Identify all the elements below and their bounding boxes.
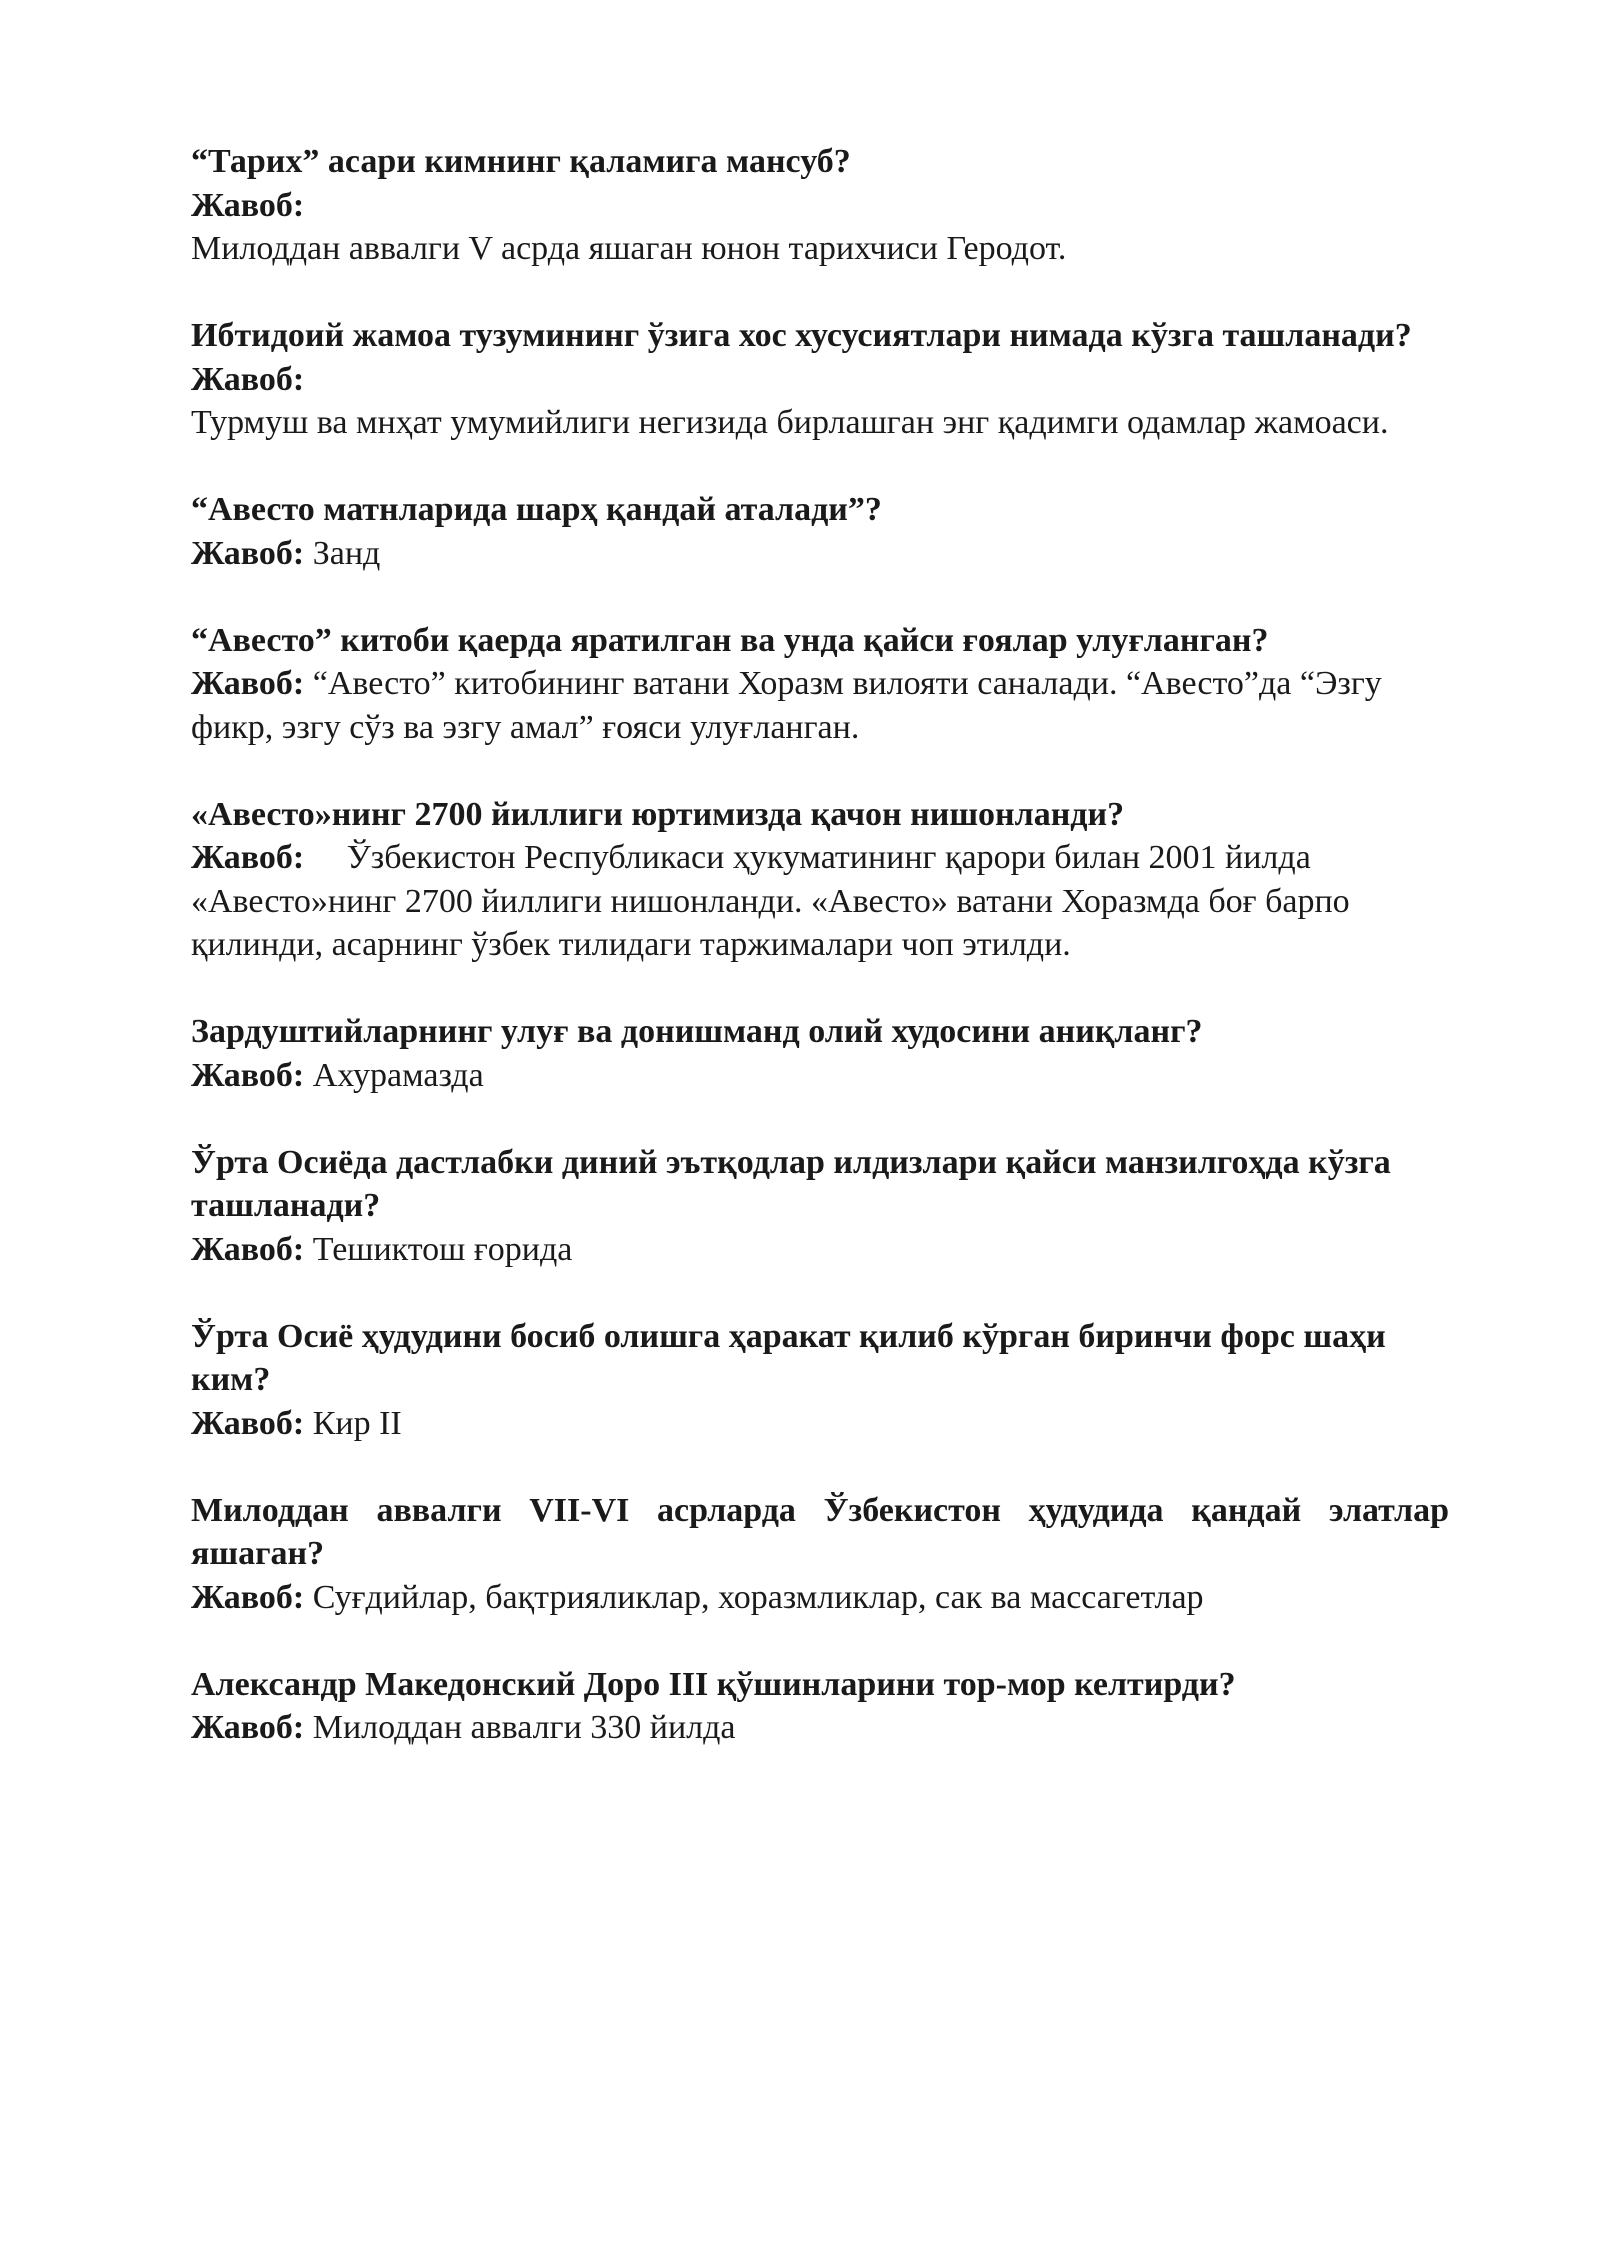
answer-label: Жавоб:	[191, 665, 305, 702]
qa-block	[191, 1141, 1449, 1272]
answer-line	[191, 836, 1449, 967]
answer-text: Милоддан аввалги V асрда яшаган юнон тарихчиси Геродот.	[191, 230, 1067, 267]
answer-label: Жавоб:	[191, 1578, 305, 1616]
question: “Тарих” асари кимнинг қаламига мансуб?	[191, 143, 851, 180]
answer-line	[191, 1576, 1449, 1620]
qa-block	[191, 314, 1449, 445]
answer-text: Кир II	[312, 1404, 402, 1442]
question: “Авесто” китоби қаерда яратилган ва унда қайси ғоялар улуғланган?	[191, 621, 1269, 659]
answer-label: Жавоб:	[191, 839, 305, 876]
question: «Авесто»нинг 2700 йиллиги юртимизда қачон нишонланди?	[191, 795, 1125, 833]
qa-block	[191, 1663, 1449, 1750]
answer-text: Ўзбекистон Республикаси ҳукуматининг қарори билан 2001 йилда «Авесто»нинг 2700 йиллиги нишонланди. «Авесто» ватани Хоразмда боғ барпо қилинди, асарнинг ўзбек тилидаги таржималари чоп этилди.	[191, 839, 1350, 963]
qa-block	[191, 488, 1449, 575]
qa-block	[191, 1315, 1449, 1446]
question: Александр Македонский Доро III қўшинларини тор-мор келтирди?	[191, 1665, 1236, 1703]
qa-block	[191, 619, 1449, 750]
answer-text: Милоддан аввалги 330 йилда	[312, 1709, 736, 1746]
answer-line	[191, 1054, 1449, 1098]
question: Ўрта Осиё ҳудудини босиб олишга ҳаракат қилиб кўрган биринчи форс шаҳи ким?	[191, 1317, 1386, 1398]
question: Милоддан аввалги VII-VI асрларда Ўзбекистон ҳудудида қандай элатлар яшаган?	[191, 1491, 1449, 1572]
question: Зардуштийларнинг улуғ ва донишманд олий худосини аниқланг?	[191, 1013, 1203, 1050]
qa-block	[191, 1489, 1449, 1620]
qa-block	[191, 140, 1449, 271]
question: Ибтидоий жамоа тузумининг ўзига хос хусусиятлари нимада кўзга ташланади?	[191, 317, 1412, 354]
answer-text: Ахурамазда	[312, 1056, 484, 1094]
answer-label: Жавоб:	[191, 1230, 305, 1268]
document-page	[191, 140, 1449, 1793]
answer-line	[191, 662, 1449, 749]
answer-label: Жавоб:	[191, 534, 305, 572]
question: “Авесто матнларида шарҳ қандай аталади”?	[191, 491, 882, 528]
qa-block	[191, 793, 1449, 967]
answer-line	[191, 1402, 1449, 1446]
answer-label: Жавоб:	[191, 1404, 305, 1442]
answer-line	[191, 532, 1449, 576]
answer-line	[191, 1706, 1449, 1750]
answer-text: “Авесто” китобининг ватани Хоразм вилояти саналади. “Авесто”да “Эзгу фикр, эзгу сўз ва эзгу амал” ғояси улуғланган.	[191, 665, 1382, 746]
answer-label: Жавоб:	[191, 1056, 305, 1094]
answer-line	[191, 184, 1449, 228]
answer-text: Суғдийлар, бақтрияликлар, хоразмликлар, сак ва массагетлар	[312, 1578, 1204, 1616]
answer-label: Жавоб:	[191, 186, 305, 224]
answer-line	[191, 1228, 1449, 1272]
answer-text: Занд	[312, 534, 381, 572]
question: Ўрта Осиёда дастлабки диний эътқодлар илдизлари қайси манзилгоҳда кўзга ташланади?	[191, 1143, 1391, 1224]
answer-text: Турмуш ва мнҳат умумийлиги негизида бирлашган энг қадимги одамлар жамоаси.	[191, 404, 1389, 441]
answer-label: Жавоб:	[191, 1709, 305, 1746]
answer-label: Жавоб:	[191, 360, 305, 398]
qa-block	[191, 1010, 1449, 1097]
answer-text: Тешиктош ғорида	[312, 1230, 573, 1268]
answer-line	[191, 358, 1449, 402]
